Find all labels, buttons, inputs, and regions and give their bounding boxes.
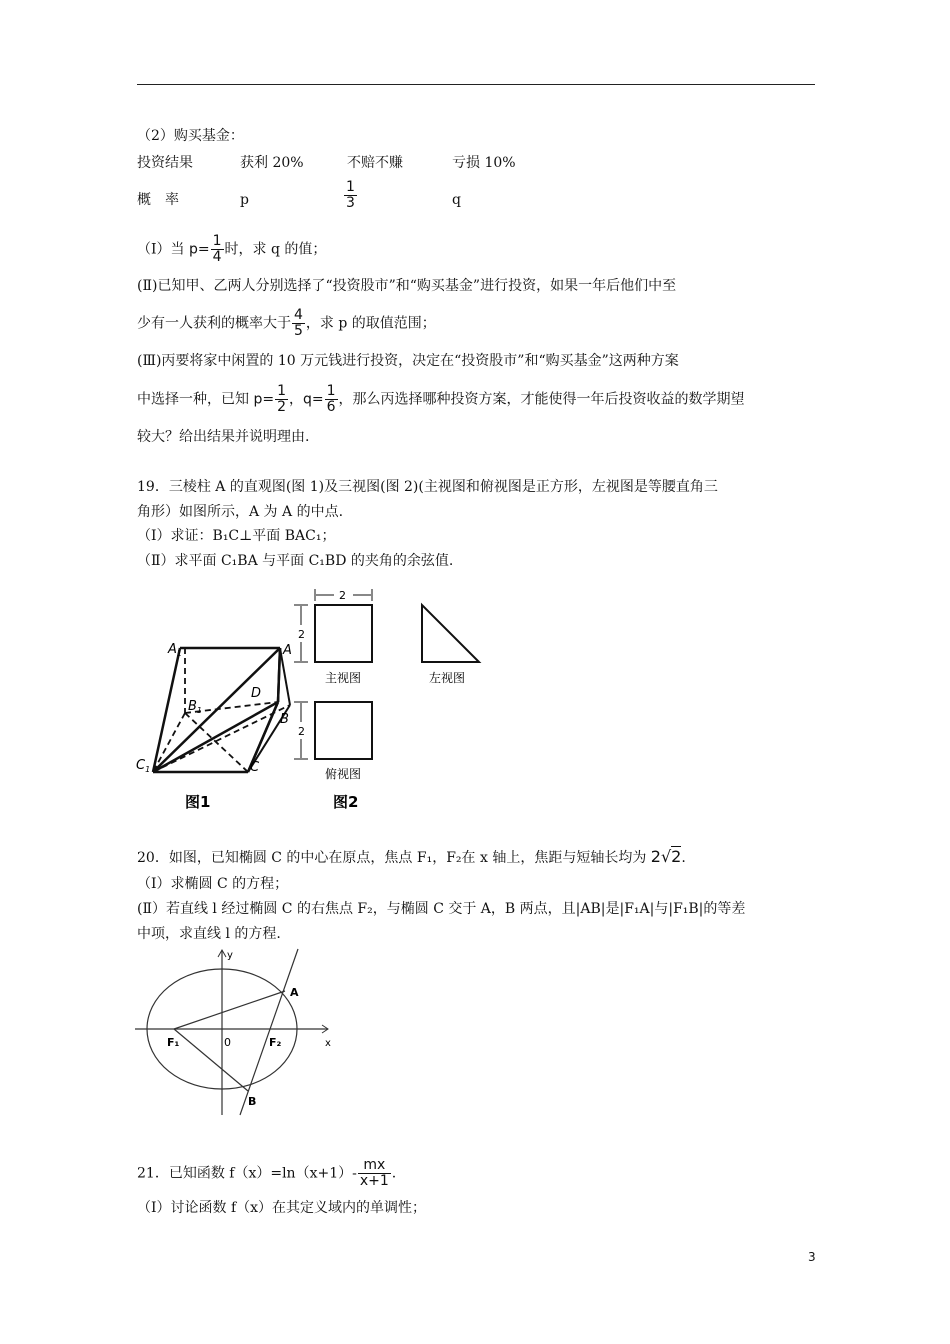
fig2-caption: 图2 [333, 793, 359, 811]
label-A: A [283, 643, 292, 658]
q19-line1: 19．三棱柱 A 的直观图(图 1)及三视图(图 2)(主视图和俯视图是正方形，左视图是等腰直角三 [137, 479, 718, 495]
q18-part2-line2: 少有一人获利的概率大于 $\frac{4}{5}$ ，求 p 的取值范围； [137, 307, 436, 339]
fig1-caption: 图1 [185, 793, 211, 811]
table-prob-q: q [452, 192, 461, 208]
F2-label: F₂ [269, 1036, 282, 1049]
table-header-result: 投资结果 [137, 155, 193, 171]
label-C: C [250, 760, 260, 775]
q19-part1: （Ⅰ）求证：B₁C⊥平面 BAC₁； [137, 528, 336, 544]
page-number: 3 [808, 1250, 816, 1264]
B-label: B [248, 1095, 257, 1108]
A-label: A [290, 986, 299, 999]
table-header-gain: 获利 20% [240, 155, 304, 171]
header-rule [137, 84, 815, 85]
q20-ellipse-figure [130, 945, 350, 1120]
q18-part2-line1: (Ⅱ)已知甲、乙两人分别选择了“投资股市”和“购买基金”进行投资，如果一年后他们中至 [137, 278, 677, 294]
fund-heading: （2）购买基金： [137, 128, 244, 144]
label-C1: $C_1$ [136, 758, 151, 774]
axis-y-label: y [227, 950, 233, 961]
top-view-label: 俯视图 [325, 767, 362, 781]
prism-figure [153, 648, 290, 772]
label-A1: $A_1$ [168, 642, 182, 658]
q20-line1: 20．如图，已知椭圆 C 的中心在原点，焦点 F₁，F₂在 x 轴上，焦距与短轴长均为 2√2. [137, 847, 686, 866]
table-prob-mid: $\frac{1}{3}$ [346, 179, 355, 211]
front-view-label: 主视图 [325, 671, 362, 685]
q19-line2: 角形）如图所示，A 为 A 的中点. [137, 504, 344, 520]
q20-part2-line1: (Ⅱ）若直线 l 经过椭圆 C 的右焦点 F₂，与椭圆 C 交于 A，B 两点，且|AB|是|F₁A|与|F₁B|的等差 [137, 901, 746, 917]
dim-top: 2 [339, 589, 346, 602]
label-B: B [280, 712, 289, 727]
q20-part2-line2: 中项，求直线 l 的方程. [137, 926, 281, 942]
table-header-even: 不赔不赚 [347, 155, 403, 171]
q18-part3-line3: 较大？给出结果并说明理由. [137, 429, 310, 445]
q19-figure [130, 585, 500, 815]
dim-bottom: 2 [298, 725, 305, 738]
origin-label: 0 [224, 1036, 231, 1049]
label-B1: $B_1$ [188, 699, 203, 715]
q18-part1: （Ⅰ）当 p= $\frac{1}{4}$ 时，求 q 的值； [137, 233, 327, 265]
dim-left: 2 [298, 628, 305, 641]
q20-part1: （Ⅰ）求椭圆 C 的方程； [137, 876, 289, 892]
q18-part3-line1: (Ⅲ)丙要将家中闲置的 10 万元钱进行投资，决定在“投资股市”和“购买基金”这两种方案 [137, 353, 679, 369]
left-view-label: 左视图 [429, 671, 466, 685]
q18-part3-line2: 中选择一种，已知 p= $\frac{1}{2}$ ，q= $\frac{1}{6}$ ，那么丙选择哪种投资方案，才能使得一年后投资收益的数学期望 [137, 383, 745, 415]
q19-part2: （Ⅱ）求平面 C₁BA 与平面 C₁BD 的夹角的余弦值. [137, 553, 454, 569]
F1-label: F₁ [167, 1036, 180, 1049]
label-D: D [251, 686, 262, 701]
table-header-loss: 亏损 10% [452, 155, 516, 171]
table-prob-p: p [240, 192, 249, 208]
q21-part1: （Ⅰ）讨论函数 f（x）在其定义域内的单调性； [137, 1200, 427, 1216]
axis-x-label: x [325, 1038, 331, 1049]
q21-line1: 21．已知函数 f（x）=ln（x+1）- $\frac{mx}{x+1}$ . [137, 1157, 397, 1189]
table-prob-label: 概 率 [137, 192, 179, 208]
